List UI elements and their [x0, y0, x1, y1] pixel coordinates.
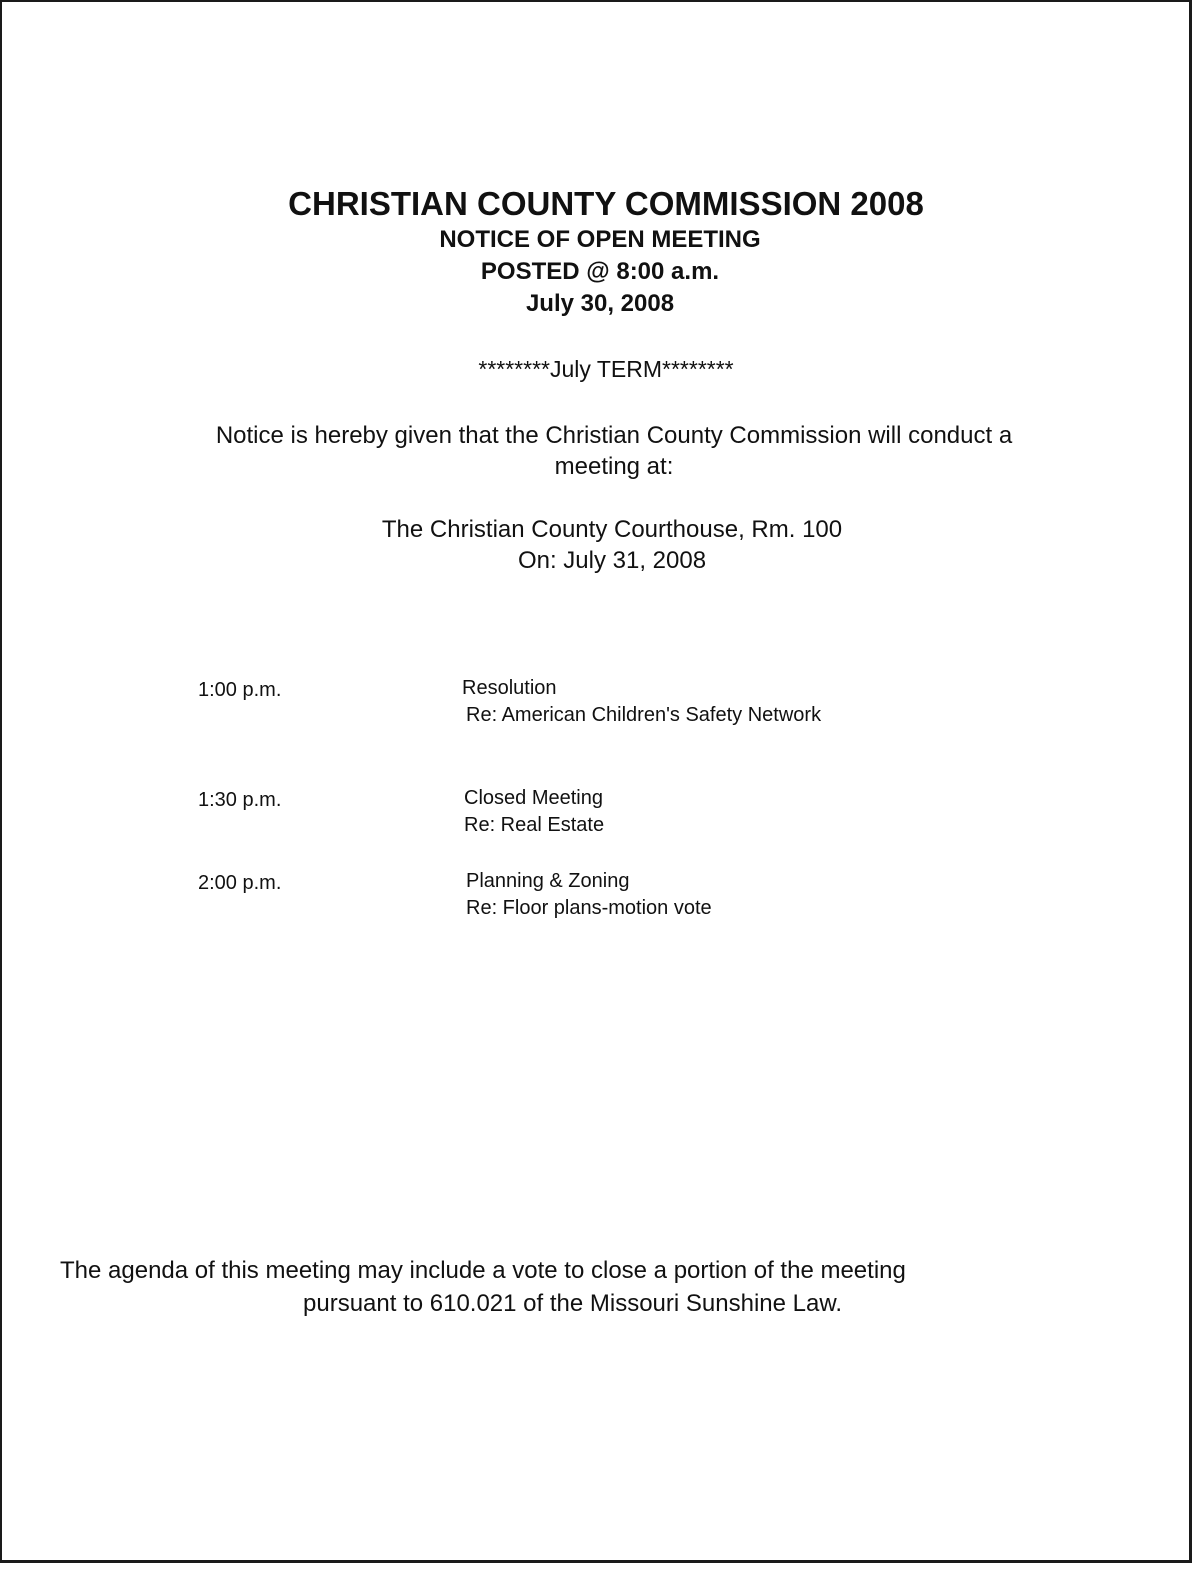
agenda-re: Re: Floor plans-motion vote [466, 897, 712, 919]
term-line: ********July TERM******** [478, 356, 734, 382]
notice-line: meeting at: [554, 453, 674, 480]
posted-date: July 30, 2008 [525, 290, 675, 317]
footer-line: The agenda of this meeting may include a vote to close a portion of the meeting [60, 1257, 906, 1284]
posted-time: POSTED @ 8:00 a.m. [480, 258, 720, 285]
location-place: The Christian County Courthouse, Rm. 100 [381, 516, 843, 543]
agenda-description [464, 785, 604, 839]
agenda-time: 2:00 p.m. [198, 872, 282, 894]
meeting-location [12, 514, 1200, 576]
agenda-time: 1:00 p.m. [198, 679, 282, 701]
notice-paragraph [14, 420, 1200, 482]
agenda-re: Re: American Children's Safety Network [466, 704, 822, 726]
document-title: CHRISTIAN COUNTY COMMISSION 2008 [288, 185, 924, 222]
agenda-description [462, 675, 821, 729]
notice-header [0, 184, 1200, 320]
footer-line: pursuant to 610.021 of the Missouri Sunshine Law. [303, 1290, 843, 1317]
agenda-title: Resolution [462, 677, 557, 699]
agenda-time: 1:30 p.m. [198, 789, 282, 811]
agenda-description [466, 868, 712, 922]
agenda-re: Re: Real Estate [464, 814, 605, 836]
meeting-date: On: July 31, 2008 [517, 547, 707, 574]
agenda-title: Planning & Zoning [466, 870, 630, 892]
notice-type: NOTICE OF OPEN MEETING [439, 226, 761, 253]
notice-line: Notice is hereby given that the Christian County Commission will conduct a [215, 422, 1013, 449]
agenda-title: Closed Meeting [464, 787, 603, 809]
